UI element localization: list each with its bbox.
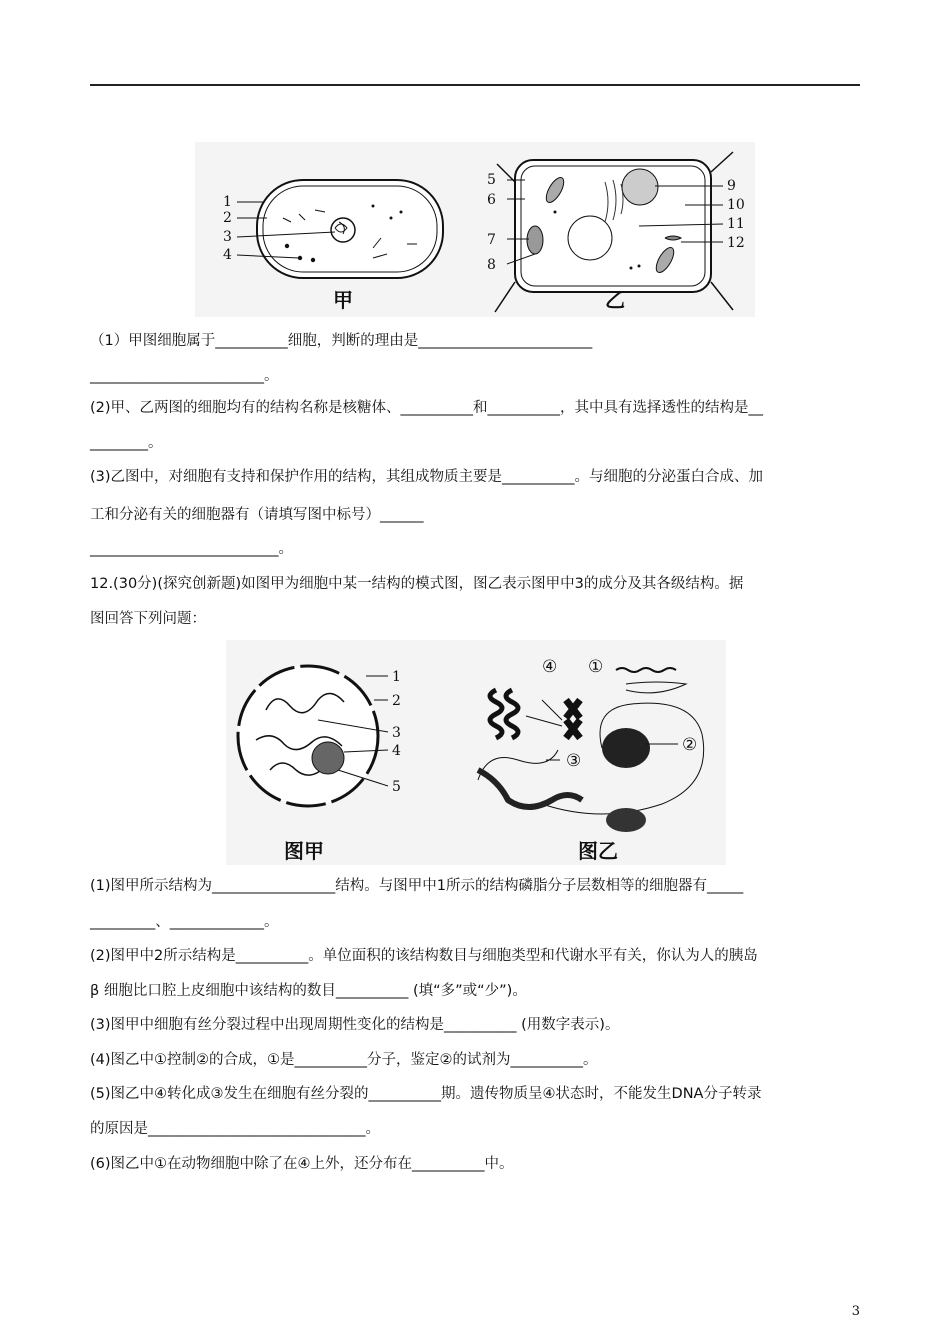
q12-sub-3: (3)图甲中细胞有丝分裂过程中出现周期性变化的结构是__________ (用数字表示)。 [90,1017,620,1033]
label-7: 7 [487,232,496,248]
header-rule [90,84,860,86]
q12-sub-5b: 的原因是______________________________。 [90,1121,380,1137]
fig-jia-label-4: 4 [392,743,401,759]
q11-line-2: ________________________。 [90,368,279,384]
fig-jia-label-5: 5 [392,779,401,795]
q11-line-3: (2)甲、乙两图的细胞均有的结构名称是核糖体、__________和__________，其中具有选择透性的结构是__ [90,400,764,416]
q12-sub-1a: (1)图甲所示结构为_________________结构。与图甲中1所示的结构磷脂分子层数相等的细胞器有_____ [90,878,744,894]
cell-diagram-figure [195,142,755,317]
fig-jia-label-3: 3 [392,725,401,741]
page-number: 3 [851,1304,860,1319]
label-3: 3 [223,229,232,245]
label-4: 4 [223,247,232,263]
caption-jia: 甲 [333,288,353,312]
q11-line-7: __________________________。 [90,541,293,557]
fig-yi-label-3: ③ [566,751,582,771]
label-1: 1 [223,194,232,210]
label-8: 8 [487,257,496,273]
label-11: 11 [727,216,745,232]
fig-jia-label-2: 2 [392,693,401,709]
nucleus-chromosome-figure [226,640,726,865]
caption-yi: 乙 [605,288,625,312]
caption-tu-jia: 图甲 [284,839,324,863]
label-6: 6 [487,192,496,208]
q12-line-2: 图回答下列问题： [90,611,206,627]
q12-line-1: 12.(30分)(探究创新题)如图甲为细胞中某一结构的模式图，图乙表示图甲中3的成分及其各级结构。据 [90,576,744,592]
q12-sub-1b: _________、_____________。 [90,914,279,930]
q11-line-6: 工和分泌有关的细胞器有（请填写图中标号）______ [90,507,424,523]
fig-yi-label-4: ④ [542,657,558,677]
q12-sub-2a: (2)图甲中2所示结构是__________。单位面积的该结构数目与细胞类型和代谢水平有关，你认为人的胰岛 [90,948,758,964]
q11-line-5: (3)乙图中，对细胞有支持和保护作用的结构，其组成物质主要是__________。与细胞的分泌蛋白合成、加 [90,469,764,485]
q11-line-4: ________。 [90,435,163,451]
label-10: 10 [727,197,745,213]
label-2: 2 [223,210,232,226]
fig-yi-label-2: ② [682,735,698,755]
q12-sub-5a: (5)图乙中④转化成③发生在细胞有丝分裂的__________期。遗传物质呈④状态时，不能发生DNA分子转录 [90,1086,762,1102]
caption-tu-yi: 图乙 [578,839,618,863]
q12-sub-2b: β 细胞比口腔上皮细胞中该结构的数目__________ (填“多”或“少”)。 [90,983,527,999]
fig-yi-label-1: ① [588,657,604,677]
q11-line-1: （1）甲图细胞属于__________细胞，判断的理由是________________________ [90,333,593,349]
label-12: 12 [727,235,745,251]
q12-sub-6: (6)图乙中①在动物细胞中除了在④上外，还分布在__________中。 [90,1156,514,1172]
label-5: 5 [487,172,496,188]
label-9: 9 [727,178,736,194]
fig-jia-label-1: 1 [392,669,401,685]
q12-sub-4: (4)图乙中①控制②的合成，①是__________分子，鉴定②的试剂为__________。 [90,1052,598,1068]
